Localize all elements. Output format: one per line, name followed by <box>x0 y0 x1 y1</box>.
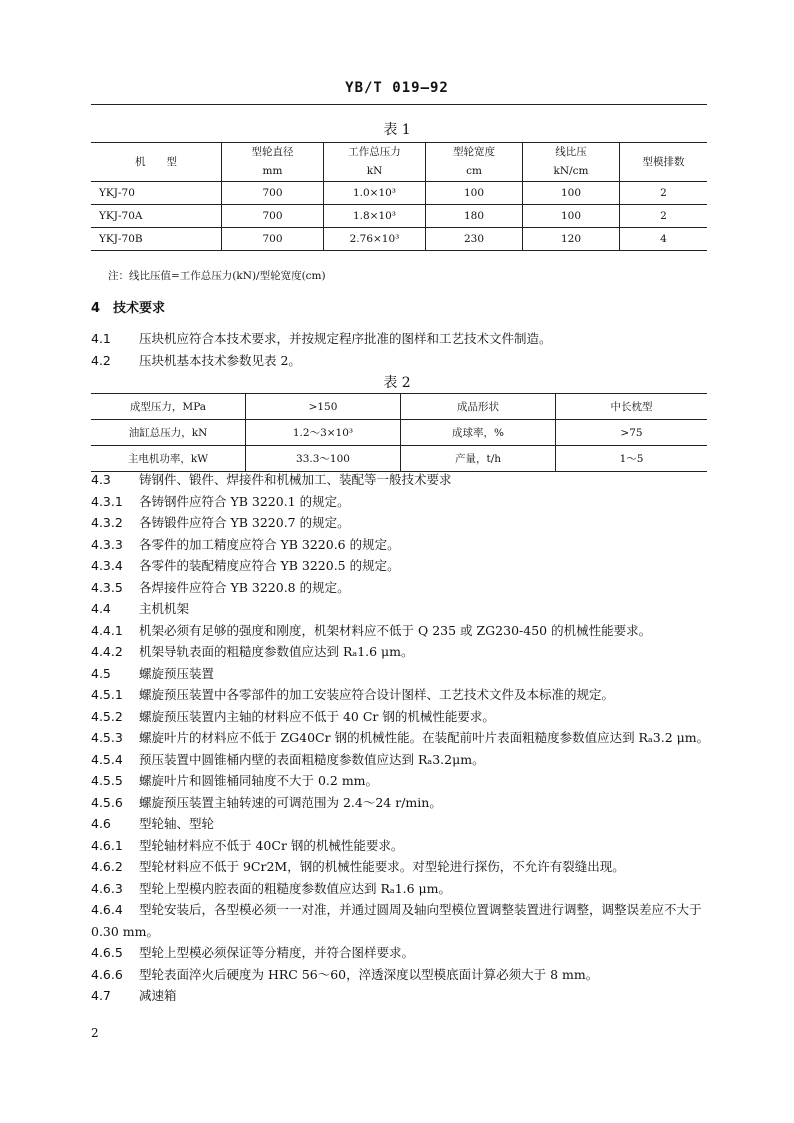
clause-line: 4.4.1 机架必须有足够的强度和刚度，机架材料应不低于 Q 235 或 ZG230-450 的机械性能要求。 <box>91 622 652 638</box>
table-cell: 1.8×10³ <box>324 205 426 228</box>
clause-line: 4.3 铸钢件、锻件、焊接件和机械加工、装配等一般技术要求 <box>91 472 452 487</box>
clause-line: 4.5.6 螺旋预压装置主轴转速的可调范围为 2.4～24 r/min。 <box>91 794 442 810</box>
clause-line: 4.6.6 型轮表面淬火后硬度为 HRC 56～60，淬透深度以型模底面计算必须大于 8 mm。 <box>91 966 599 982</box>
table-row <box>91 182 707 205</box>
table-cell: 1.2～3×10³ <box>246 420 401 446</box>
table-cell: 油缸总压力，kN <box>91 420 246 446</box>
paragraph-4-1: 4.1 压块机应符合本技术要求，并按规定程序批准的图样和工艺技术文件制造。 <box>91 331 552 346</box>
table-cell: 中长枕型 <box>556 394 708 420</box>
table-cell: 主电机功率，kW <box>91 446 246 472</box>
clause-line: 4.5.3 螺旋叶片的材料应不低于 ZG40Cr 钢的机械性能。在装配前叶片表面粗糙度参数值应达到 Rₐ3.2 μm。 <box>91 730 710 745</box>
table1-header-cell: 型轮宽度 cm <box>426 143 523 182</box>
intro-paragraphs <box>91 328 711 371</box>
table-cell: 成球率，% <box>401 420 556 446</box>
document-header: YB/T 019—92 <box>345 80 449 96</box>
table-cell: 700 <box>222 205 324 228</box>
table-row <box>91 420 707 446</box>
clause-line: 4.6.1 型轮轴材料应不低于 40Cr 钢的机械性能要求。 <box>91 837 404 853</box>
table-cell: 100 <box>523 182 620 205</box>
table-cell: 2 <box>620 182 708 205</box>
clause-line: 4.3.4 各零件的装配精度应符合 YB 3220.5 的规定。 <box>91 558 400 573</box>
table-cell: 100 <box>426 182 523 205</box>
table-cell: 产量，t/h <box>401 446 556 472</box>
table2 <box>91 393 707 472</box>
table-cell: 700 <box>222 228 324 251</box>
table1-header-cell: 线比压 kN/cm <box>523 143 620 182</box>
clause-line: 4.5.5 螺旋叶片和圆锥桶同轴度不大于 0.2 mm。 <box>91 773 379 788</box>
table-cell: 1～5 <box>556 446 708 472</box>
table-cell: 120 <box>523 228 620 251</box>
clause-line: 4.4 主机机架 <box>91 601 190 616</box>
table-cell: 4 <box>620 228 708 251</box>
table1-header-row <box>91 143 707 182</box>
table-row <box>91 446 707 472</box>
table-cell: 33.3～100 <box>246 446 401 472</box>
table-row <box>91 228 707 251</box>
clause-line: 4.3.1 各铸钢件应符合 YB 3220.1 的规定。 <box>91 493 350 509</box>
clause-line: 4.3.5 各焊接件应符合 YB 3220.8 的规定。 <box>91 579 350 595</box>
table1-caption: 表 1 <box>383 122 411 138</box>
clause-line: 4.5.4 预压装置中圆锥桶内壁的表面粗糙度参数值应达到 Rₐ3.2μm。 <box>91 751 485 767</box>
table-cell: 2.76×10³ <box>324 228 426 251</box>
table-cell: >150 <box>246 394 401 420</box>
section-4-title: 4 技术要求 <box>91 301 166 316</box>
table-cell: 230 <box>426 228 523 251</box>
clause-line: 4.7 减速箱 <box>91 988 177 1003</box>
body-clauses <box>91 469 711 1007</box>
table1-header-cell: 工作总压力 kN <box>324 143 426 182</box>
table-cell: 1.0×10³ <box>324 182 426 205</box>
table-cell: >75 <box>556 420 708 446</box>
table-cell: 2 <box>620 205 708 228</box>
table1-header-cell: 型轮直径 mm <box>222 143 324 182</box>
table-cell: 180 <box>426 205 523 228</box>
clause-line: 4.6.3 型轮上型模内腔表面的粗糙度参数值应达到 Rₐ1.6 μm。 <box>91 880 452 896</box>
table2-caption: 表 2 <box>383 375 411 391</box>
table1 <box>91 142 707 251</box>
table1-note: 注：线比压值=工作总压力(kN)/型轮宽度(cm) <box>108 270 326 282</box>
clause-line: 4.5.1 螺旋预压装置中各零部件的加工安装应符合设计图样、工艺技术文件及本标准的规定。 <box>91 687 615 702</box>
table-cell: 成型压力，MPa <box>91 394 246 420</box>
table1-header-cell: 机 型 <box>91 143 222 182</box>
clause-line: 4.6.2 型轮材料应不低于 9Cr2M，钢的机械性能要求。对型轮进行探伤，不允许有裂缝出现。 <box>91 859 625 874</box>
clause-line: 4.6.5 型轮上型模必须保证等分精度，并符合图样要求。 <box>91 945 415 960</box>
paragraph-4-2: 4.2 压块机基本技术参数见表 2。 <box>91 352 301 368</box>
clause-line: 4.5.2 螺旋预压装置内主轴的材料应不低于 40 Cr 钢的机械性能要求。 <box>91 708 495 724</box>
table1-header-cell: 型模排数 <box>620 143 708 182</box>
table-cell: YKJ-70 <box>91 182 222 205</box>
table-cell: 成品形状 <box>401 394 556 420</box>
table-cell: YKJ-70A <box>91 205 222 228</box>
clause-line: 4.4.2 机架导轨表面的粗糙度参数值应达到 Rₐ1.6 μm。 <box>91 644 414 659</box>
clause-line: 4.6 型轮轴、型轮 <box>91 816 215 831</box>
table-cell: 700 <box>222 182 324 205</box>
table-row <box>91 205 707 228</box>
header-rule <box>91 104 707 105</box>
clause-line: 4.3.2 各铸锻件应符合 YB 3220.7 的规定。 <box>91 515 350 530</box>
clause-line: 4.5 螺旋预压装置 <box>91 665 215 681</box>
clause-line: 4.6.4 型轮安装后，各型模必须一一对准，并通过圆周及轴向型模位置调整装置进行调整，调整误差应不大于 0.30 mm。 <box>91 902 702 939</box>
table-cell: 100 <box>523 205 620 228</box>
clause-line: 4.3.3 各零件的加工精度应符合 YB 3220.6 的规定。 <box>91 536 400 552</box>
table-row <box>91 394 707 420</box>
table-cell: YKJ-70B <box>91 228 222 251</box>
page-number: 2 <box>91 1026 99 1040</box>
